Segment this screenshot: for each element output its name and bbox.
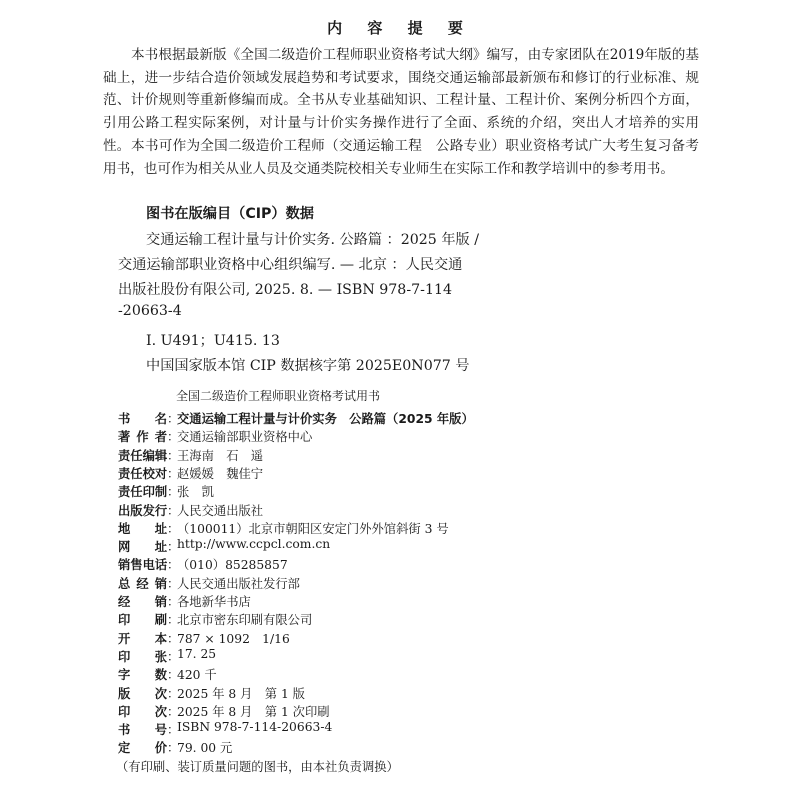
colon: ： — [167, 723, 180, 738]
colon: ： — [167, 741, 180, 756]
colon: ： — [167, 613, 180, 628]
imprint-value: 79. 00 元 — [177, 741, 233, 756]
imprint-label: 印次 — [118, 704, 167, 719]
summary-paragraph: 本书根据最新版《全国二级造价工程师职业资格考试大纲》编写，由专家团队在2019年版的基础上，进一步结合造价领域发展趋势和考试要求，围绕交通运输部最新颁布和修订的行业标准、规范、计价规则等重新修编而成。全书从专业基础知识、工程计量、工程计价、案例分析四个方面，引用公路工程实际案例，对计量与计价实务操作进行了全面、系统的介绍，突出人才培养的实用性。 — [103, 47, 699, 154]
colon: ： — [167, 649, 180, 664]
colon: ： — [167, 686, 180, 701]
imprint-row — [118, 464, 263, 482]
imprint-note: （有印刷、装订质量问题的图书，由本社负责调换） — [116, 760, 399, 774]
colon: ： — [167, 595, 180, 609]
imprint-value: 交通运输工程计量与计价实务 公路篇（2025 年版） — [177, 412, 474, 426]
imprint-value: 420 千 — [177, 668, 217, 683]
imprint-value: 交通运输部职业资格中心 — [177, 430, 313, 445]
imprint-label: 网址 — [118, 540, 167, 555]
imprint-value: 787 × 1092 1/16 — [177, 631, 290, 646]
imprint-value: 北京市密东印刷有限公司 — [177, 613, 313, 628]
cip-line: Ⅰ. U491；U415. 13 — [146, 333, 280, 349]
summary-title: 内 容 提 要 — [327, 19, 473, 37]
cip-line: 交通运输部职业资格中心组织编写. — 北京 ：人民交通 — [118, 257, 463, 273]
imprint-row — [118, 629, 290, 647]
imprint-row — [118, 519, 449, 537]
imprint-row — [118, 501, 263, 519]
imprint-row — [118, 738, 232, 756]
imprint-label: 定价 — [118, 741, 167, 756]
imprint-label: 责任校对 — [118, 466, 168, 481]
colon: ： — [167, 448, 180, 463]
imprint-row — [118, 684, 305, 702]
imprint-label: 字数 — [118, 668, 167, 683]
imprint-row — [118, 537, 330, 555]
imprint-row — [118, 446, 263, 464]
imprint-label: 书名 — [118, 412, 167, 426]
imprint-value: 2025 年 8 月 第 1 次印刷 — [177, 704, 330, 719]
colon: ： — [167, 668, 180, 683]
series-name: 全国二级造价工程师职业资格考试用书 — [176, 389, 381, 403]
colon: ： — [167, 558, 180, 573]
imprint-value: 赵媛媛 魏佳宁 — [177, 466, 264, 481]
colon: ： — [167, 430, 180, 445]
imprint-row — [118, 555, 288, 573]
colon: ： — [167, 631, 180, 646]
imprint-value: （100011）北京市朝阳区安定门外外馆斜街 3 号 — [177, 521, 449, 536]
imprint-label: 销售电话 — [118, 558, 168, 573]
imprint-label: 责任印制 — [118, 485, 168, 500]
imprint-value: 张 凯 — [177, 485, 214, 500]
imprint-row — [118, 427, 312, 445]
imprint-label: 责任编辑 — [118, 448, 168, 463]
colon: ： — [167, 466, 180, 481]
colon: ： — [167, 412, 180, 426]
colon: ： — [167, 576, 180, 591]
imprint-label: 印刷 — [118, 613, 167, 628]
imprint-label: 总经销 — [118, 576, 167, 591]
cip-line: 出版社股份有限公司, 2025. 8. — ISBN 978-7-114 — [118, 282, 453, 298]
imprint-row — [118, 592, 251, 610]
colon: ： — [167, 503, 180, 518]
imprint-label: 地址 — [118, 521, 167, 536]
imprint-row — [118, 574, 300, 592]
imprint-value: 人民交通出版社发行部 — [177, 576, 300, 591]
imprint-label: 印张 — [118, 649, 167, 664]
imprint-row — [118, 482, 214, 500]
imprint-value: 王海南 石 遥 — [177, 448, 264, 463]
colon: ： — [167, 521, 180, 536]
imprint-row — [118, 720, 332, 738]
imprint-row — [118, 702, 330, 720]
imprint-value: （010）85285857 — [177, 558, 288, 573]
cip-heading: 图书在版编目（CIP）数据 — [146, 206, 314, 222]
imprint-label: 开本 — [118, 631, 167, 646]
imprint-value: ISBN 978-7-114-20663-4 — [177, 720, 333, 735]
imprint-value: 人民交通出版社 — [177, 503, 264, 518]
imprint-value: 各地新华书店 — [177, 595, 251, 609]
imprint-label: 书号 — [118, 723, 167, 738]
imprint-label: 版次 — [118, 686, 167, 701]
colon: ： — [167, 540, 180, 555]
imprint-value: 17. 25 — [177, 646, 217, 661]
imprint-row — [118, 409, 474, 427]
imprint-row — [118, 610, 312, 628]
imprint-value: http://www.ccpcl.com.cn — [177, 537, 331, 552]
imprint-row — [118, 647, 216, 665]
cip-line: -20663-4 — [118, 303, 182, 319]
imprint-row — [118, 665, 217, 683]
cip-line: 中国国家版本馆 CIP 数据核字第 2025E0N077 号 — [146, 358, 470, 374]
colon: ： — [167, 485, 180, 500]
colon: ： — [167, 704, 180, 719]
imprint-label: 经销 — [118, 595, 167, 609]
cip-line: 交通运输工程计量与计价实务. 公路篇 ：2025 年版 / — [146, 232, 479, 248]
imprint-value: 2025 年 8 月 第 1 版 — [177, 686, 305, 701]
imprint-label: 著作者 — [118, 430, 167, 445]
summary-paragraph: 本书可作为全国二级造价工程师（交通运输工程 公路专业）职业资格考试广大考生复习备考用书，也可作为相关从业人员及交通类院校相关专业师生在实际工作和教学培训中的参考用书。 — [103, 138, 699, 177]
imprint-label: 出版发行 — [118, 503, 168, 518]
